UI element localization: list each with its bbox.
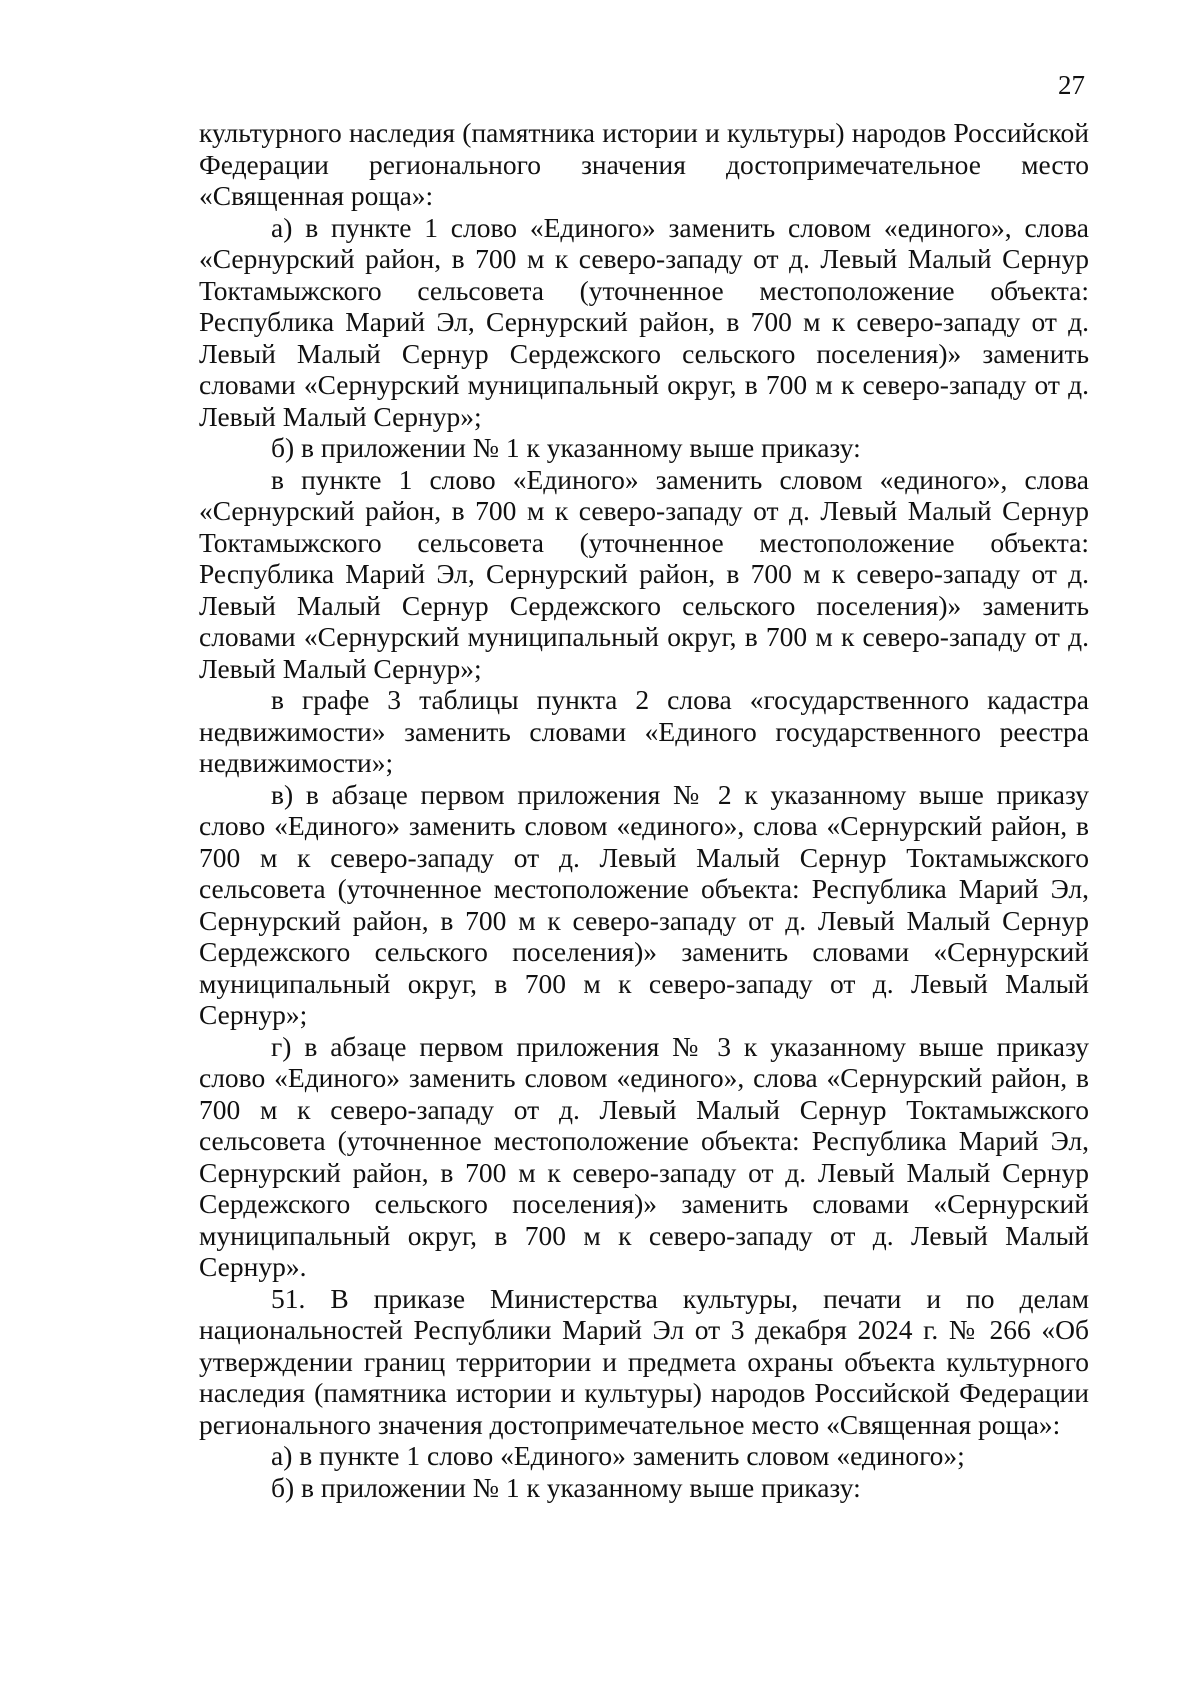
paragraph: а) в пункте 1 слово «Единого» заменить словом «единого», слова «Сернурский район, в 700 м к северо-западу от д. Левый Малый Сернур Токтамыжского сельсовета (уточненное местоположение объекта: Республика Марий Эл, Сернурский район, в 700 м к северо-западу от д. Левый Малый Сернур Сердежского сельского поселения)» заменить словами «Сернурский муниципальный округ, в 700 м к северо-западу от д. Левый Малый Сернур»; [199, 211, 1089, 432]
paragraph: в пункте 1 слово «Единого» заменить словом «единого», слова «Сернурский район, в 700 м к северо-западу от д. Левый Малый Сернур Токтамыжского сельсовета (уточненное местоположение объекта: Республика Марий Эл, Сернурский район, в 700 м к северо-западу от д. Левый Малый Сернур Сердежского сельского поселения)» заменить словами «Сернурский муниципальный округ, в 700 м к северо-западу от д. Левый Малый Сернур»; [199, 463, 1089, 684]
paragraph: г) в абзаце первом приложения № 3 к указанному выше приказу слово «Единого» заменить словом «единого», слова «Сернурский район, в 700 м к северо-западу от д. Левый Малый Сернур Токтамыжского сельсовета (уточненное местоположение объекта: Республика Марий Эл, Сернурский район, в 700 м к северо-западу от д. Левый Малый Сернур Сердежского сельского поселения)» заменить словами «Сернурский муниципальный округ, в 700 м к северо-западу от д. Левый Малый Сернур». [199, 1030, 1089, 1282]
document-body [199, 117, 1089, 1503]
paragraph: б) в приложении № 1 к указанному выше приказу: [271, 1471, 861, 1503]
paragraph: а) в пункте 1 слово «Единого» заменить словом «единого»; [271, 1440, 965, 1471]
page-number: 27 [1058, 70, 1085, 100]
paragraph: 51. В приказе Министерства культуры, печати и по делам национальностей Республики Марий Эл от 3 декабря 2024 г. № 266 «Об утверждении границ территории и предмета охраны объекта культурного наследия (памятника истории и культуры) народов Российской Федерации регионального значения достопримечательное место «Священная роща»: [199, 1282, 1089, 1440]
paragraph: в) в абзаце первом приложения № 2 к указанному выше приказу слово «Единого» заменить словом «единого», слова «Сернурский район, в 700 м к северо-западу от д. Левый Малый Сернур Токтамыжского сельсовета (уточненное местоположение объекта: Республика Марий Эл, Сернурский район, в 700 м к северо-западу от д. Левый Малый Сернур Сердежского сельского поселения)» заменить словами «Сернурский муниципальный округ, в 700 м к северо-западу от д. Левый Малый Сернур»; [199, 778, 1089, 1030]
paragraph: в графе 3 таблицы пункта 2 слова «государственного кадастра недвижимости» заменить словами «Единого государственного реестра недвижимости»; [199, 684, 1089, 778]
paragraph: культурного наследия (памятника истории и культуры) народов Российской Федерации регионального значения достопримечательное место «Священная роща»: [199, 117, 1089, 211]
paragraph: б) в приложении № 1 к указанному выше приказу: [271, 432, 861, 463]
